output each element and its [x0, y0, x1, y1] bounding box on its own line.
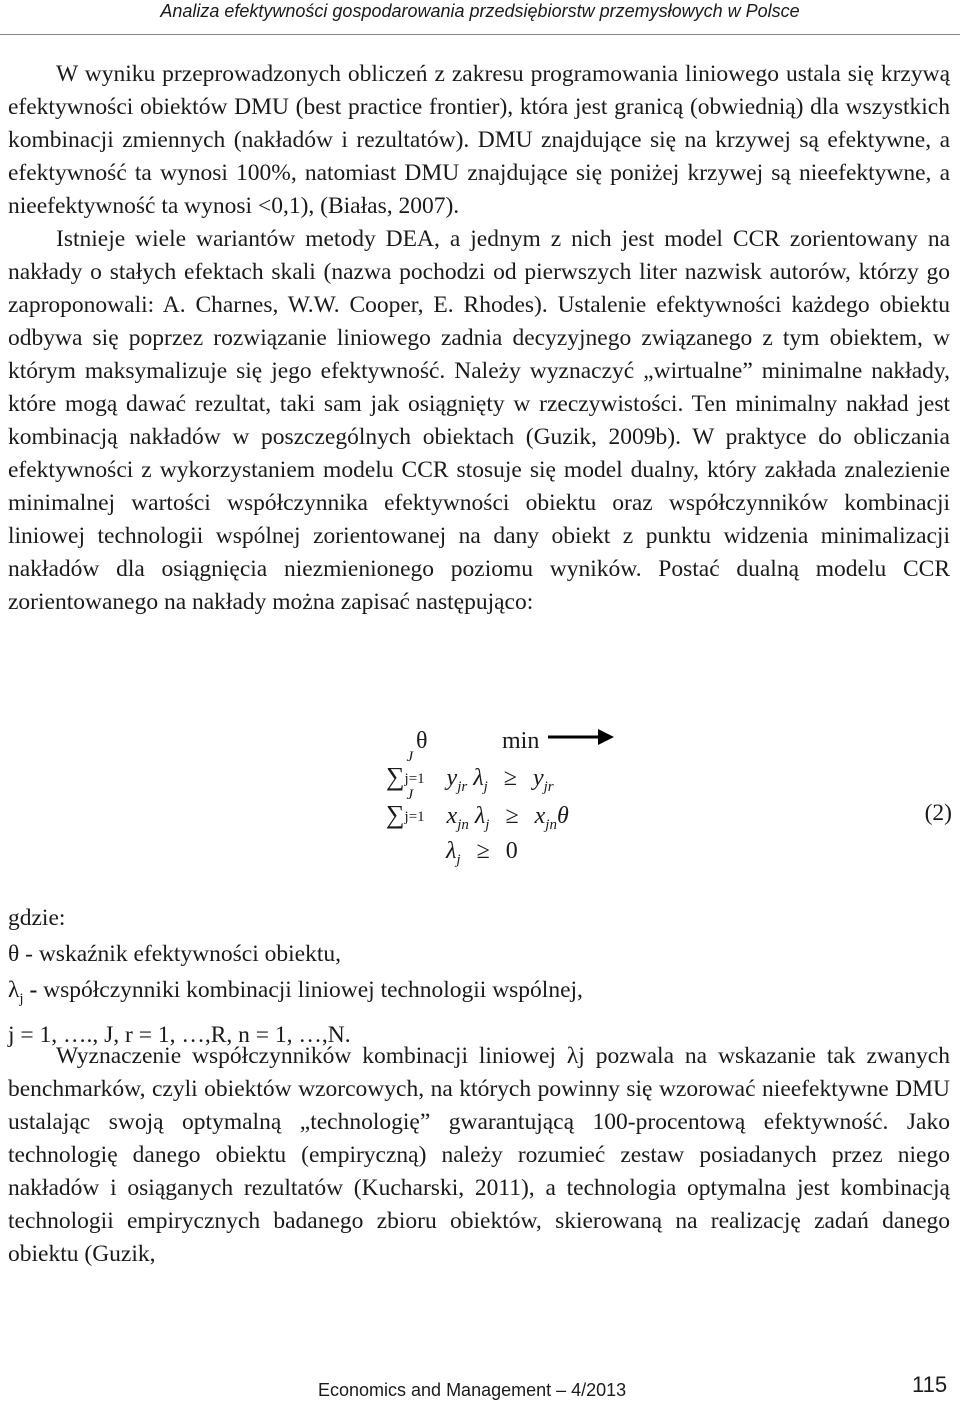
- term-lambda-sub: j: [485, 817, 490, 833]
- rhs-zero: 0: [505, 838, 518, 864]
- lambda-description: współczynniki kombinacji liniowej technologii wspólnej,: [43, 977, 583, 1003]
- sum-symbol: ∑: [386, 762, 405, 791]
- sum-upper: J: [406, 749, 414, 765]
- term-y-sub: jr: [457, 779, 468, 795]
- running-header: [0, 0, 960, 35]
- page-number: 115: [912, 1372, 948, 1397]
- term-lambda: λ: [446, 838, 457, 864]
- sum-lower: j=1: [404, 809, 425, 825]
- term-lambda-sub: j: [483, 779, 488, 795]
- definitions: [8, 900, 950, 1053]
- definitions-intro: gdzie:: [8, 905, 66, 931]
- eq-nonnegativity: [446, 838, 518, 869]
- equation-number: (2): [924, 800, 952, 826]
- running-title: Analiza efektywności gospodarowania przedsiębiorstw przemysłowych w Polsce: [160, 1, 800, 21]
- rhs-y: y: [532, 765, 544, 791]
- geq-symbol: ≥: [505, 803, 519, 829]
- journal-name: Economics and Management – 4/2013: [318, 1380, 627, 1400]
- eq-theta: θ: [416, 728, 428, 754]
- sum-lower: j=1: [404, 771, 425, 787]
- body-text-top: [8, 58, 950, 619]
- lambda-subscript: j: [19, 991, 24, 1007]
- minimize-arrow-icon: [548, 727, 614, 747]
- lambda-symbol: λ: [8, 977, 20, 1003]
- geq-symbol: ≥: [503, 765, 517, 791]
- term-lambda-sub: j: [456, 852, 461, 868]
- paragraph-frontier: W wyniku przeprowadzonych obliczeń z zakresu programowania liniowego ustala się krzywą efektywności obiektów DMU (best practice frontier), która jest granicą (obwiednią) dla wszystkich kombinacji zmiennych (nakładów i rezultatów). DMU znajdujące się na krzywej są efektywne, a efektywność ta wynosi 100%, natomiast DMU znajdujące się poniżej krzywej są nieefektywne, a nieefektywność ta wynosi <0,1), (Białas, 2007).: [8, 61, 950, 219]
- rhs-theta: θ: [556, 803, 569, 829]
- sum-symbol: ∑: [386, 800, 405, 829]
- definition-indices: j = 1, …., J, r = 1, …,R, n = 1, …,N.: [8, 1022, 351, 1048]
- term-lambda: λ: [474, 803, 486, 829]
- term-x: x: [446, 803, 458, 829]
- paragraph-ccr-model: Istnieje wiele wariantów metody DEA, a jednym z nich jest model CCR zorientowany na nakłady o stałych efektach skali (nazwa pochodzi od pierwszych liter nazwisk autorów, którzy go zaproponowali: A. Charnes, W.W. Cooper, E. Rhodes). Ustalenie efektywności każdego obiektu odbywa się poprzez rozwiązanie liniowego zadnia decyzyjnego związanego z tym obiektem, w którym maksymalizuje się jego efektywność. Należy wyznaczyć „wirtualne” minimalne nakłady, które mogą dawać rezultat, taki sam jak osiągnięty w rzeczywistości. Ten minimalny nakład jest kombinacją nakładów w poszczególnych obiektach (Guzik, 2009b). W praktyce do obliczania efektywności z wykorzystaniem modelu CCR stosuje się model dualny, który zakłada znalezienie minimalnej wartości współczynnika efektywności obiektu oraz współczynników kombinacji liniowej technologii wspólnej zorientowanej na dany obiekt z punktu widzenia minimalizacji nakładów dla osiągnięcia niezmienionego poziomu wyników. Postać dualną modelu CCR zorientowanego na nakłady można zapisać następująco:: [8, 226, 950, 615]
- lambda-dash: -: [23, 977, 44, 1003]
- sum-upper: J: [406, 787, 414, 803]
- definition-theta: θ - wskaźnik efektywności obiektu,: [8, 941, 341, 967]
- definition-lambda: [8, 972, 950, 1017]
- body-text-bottom: [8, 1040, 950, 1271]
- paragraph-benchmarks: Wyznaczenie współczynników kombinacji liniowej λj pozwala na wskazanie tak zwanych benchmarków, czyli obiektów wzorcowych, na których powinny się wzorować nieefektywne DMU ustalając swoją optymalną „technologię” gwarantującą 100-procentową efektywność. Jako technologię danego obiektu (empiryczną) należy rozumieć zestaw posiadanych przez niego nakładów i osiąganych rezultatów (Kucharski, 2011), a technologia optymalna jest kombinacją technologii empirycznych badanego zbioru obiektów, skierowaną na realizację zadań danego obiektu (Guzik,: [8, 1043, 950, 1267]
- geq-symbol: ≥: [476, 838, 490, 864]
- term-x-sub: jn: [457, 817, 469, 833]
- eq-min: min: [502, 728, 540, 754]
- term-lambda: λ: [473, 765, 484, 791]
- rhs-x-sub: jn: [545, 817, 557, 833]
- rhs-y-sub: jr: [543, 779, 554, 795]
- rhs-x: x: [534, 803, 546, 829]
- term-y: y: [446, 765, 458, 791]
